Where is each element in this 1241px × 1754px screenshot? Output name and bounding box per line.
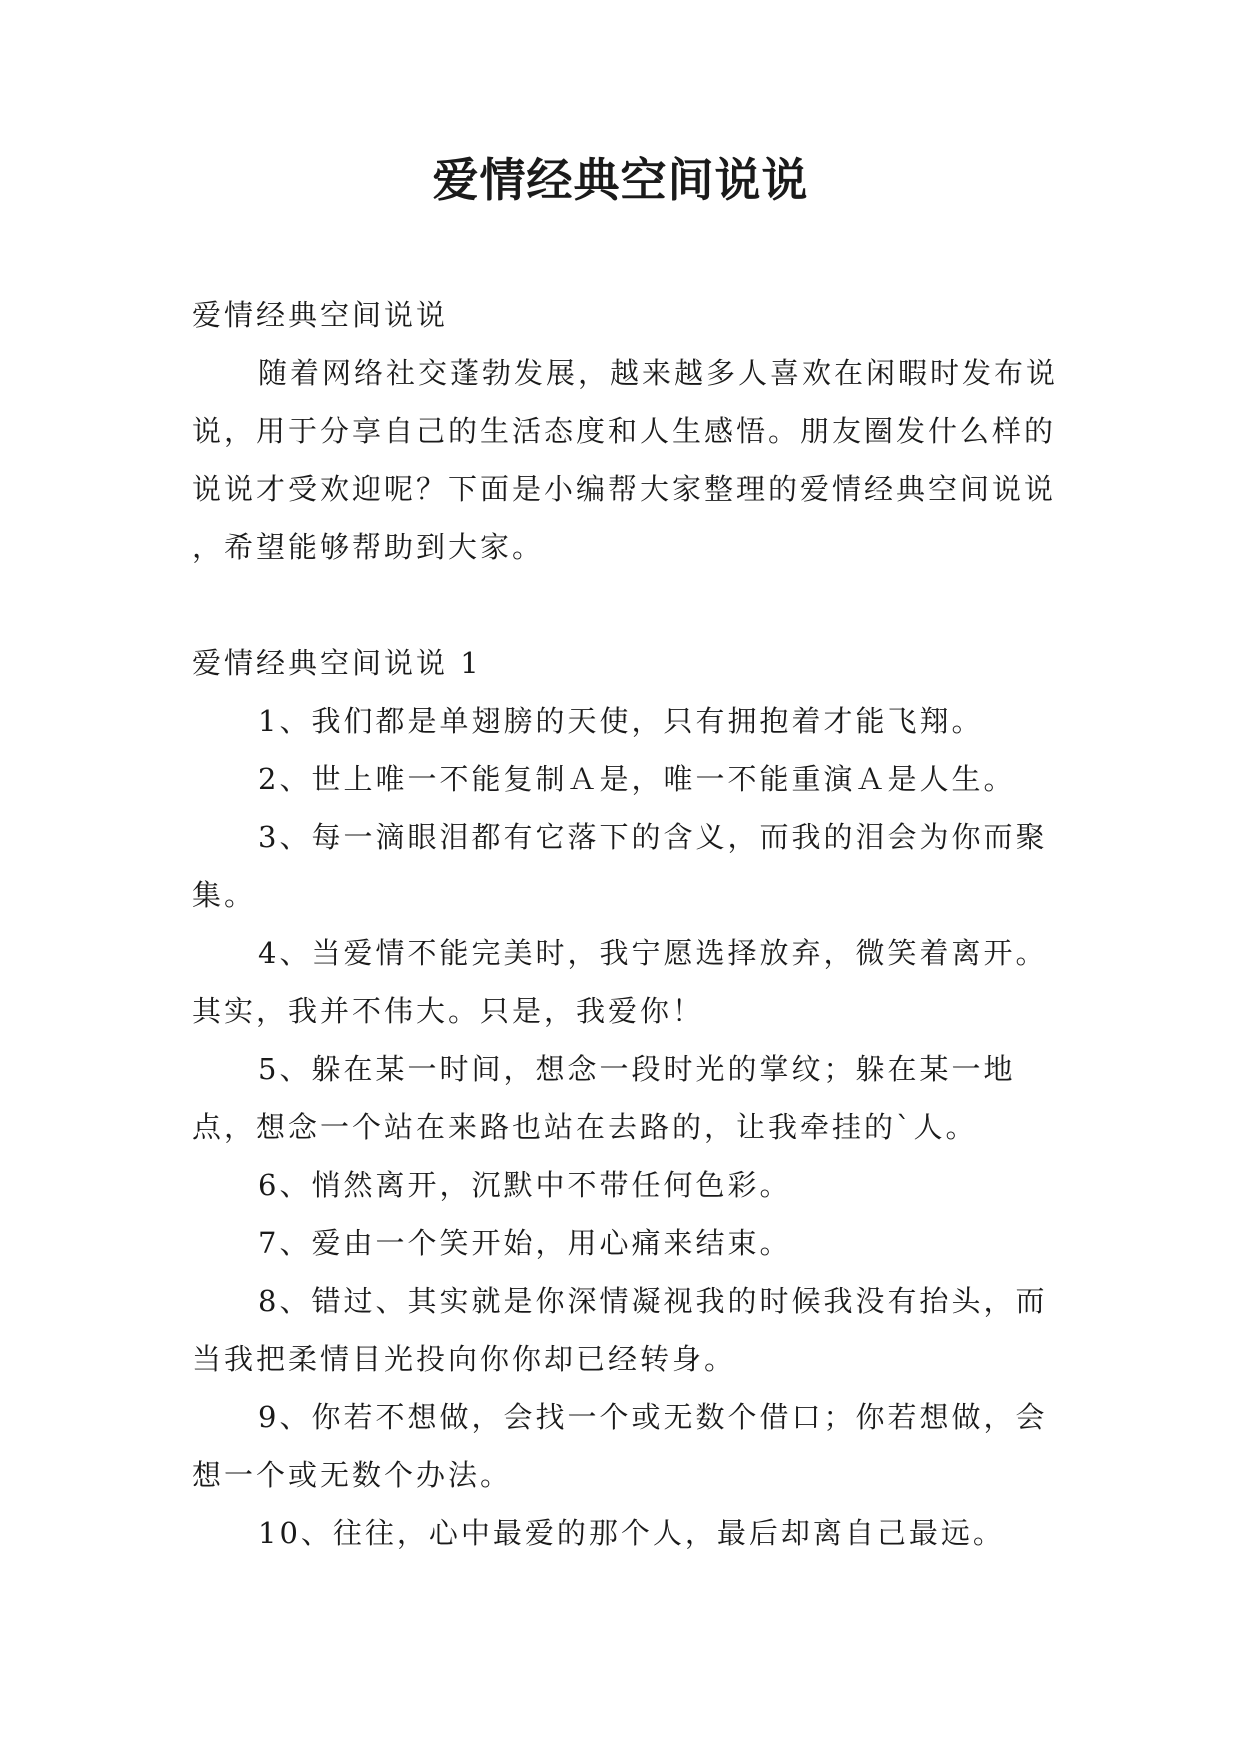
list-item: 10、往往，心中最爱的那个人，最后却离自己最远。 xyxy=(258,1516,1005,1550)
list-item: 4、当爱情不能完美时，我宁愿选择放弃，微笑着离开。其实，我并不伟大。只是，我爱你！ xyxy=(192,936,1048,1028)
list-item: 8、错过、其实就是你深情凝视我的时候我没有抬头，而当我把柔情目光投向你你却已经转身。 xyxy=(192,1284,1048,1376)
list-item: 5、躲在某一时间，想念一段时光的掌纹；躲在某一地点，想念一个站在来路也站在去路的，让我牵挂的`人。 xyxy=(192,1052,1016,1144)
list-item: 9、你若不想做，会找一个或无数个借口；你若想做，会想一个或无数个办法。 xyxy=(192,1400,1048,1492)
list-item: 6、悄然离开，沉默中不带任何色彩。 xyxy=(258,1168,792,1202)
paragraph-spacer xyxy=(192,576,1062,634)
section-heading: 爱情经典空间说说 1 xyxy=(192,646,482,680)
document-title: 爱情经典空间说说 xyxy=(432,153,809,207)
subtitle: 爱情经典空间说说 xyxy=(192,298,449,332)
list-item: 3、每一滴眼泪都有它落下的含义，而我的泪会为你而聚集。 xyxy=(192,820,1048,912)
document-body xyxy=(192,286,1062,1562)
list-item: 1、我们都是单翅膀的天使，只有拥抱着才能飞翔。 xyxy=(258,704,984,738)
list-item: 7、爱由一个笑开始，用心痛来结束。 xyxy=(258,1226,792,1260)
list-item: 2、世上唯一不能复制Ａ是，唯一不能重演Ａ是人生。 xyxy=(258,762,1016,796)
intro-paragraph: 随着网络社交蓬勃发展，越来越多人喜欢在闲暇时发布说说，用于分享自己的生活态度和人生感悟。朋友圈发什么样的说说才受欢迎呢？下面是小编帮大家整理的爱情经典空间说说 ，希望能够帮助到大家。 xyxy=(192,356,1059,564)
